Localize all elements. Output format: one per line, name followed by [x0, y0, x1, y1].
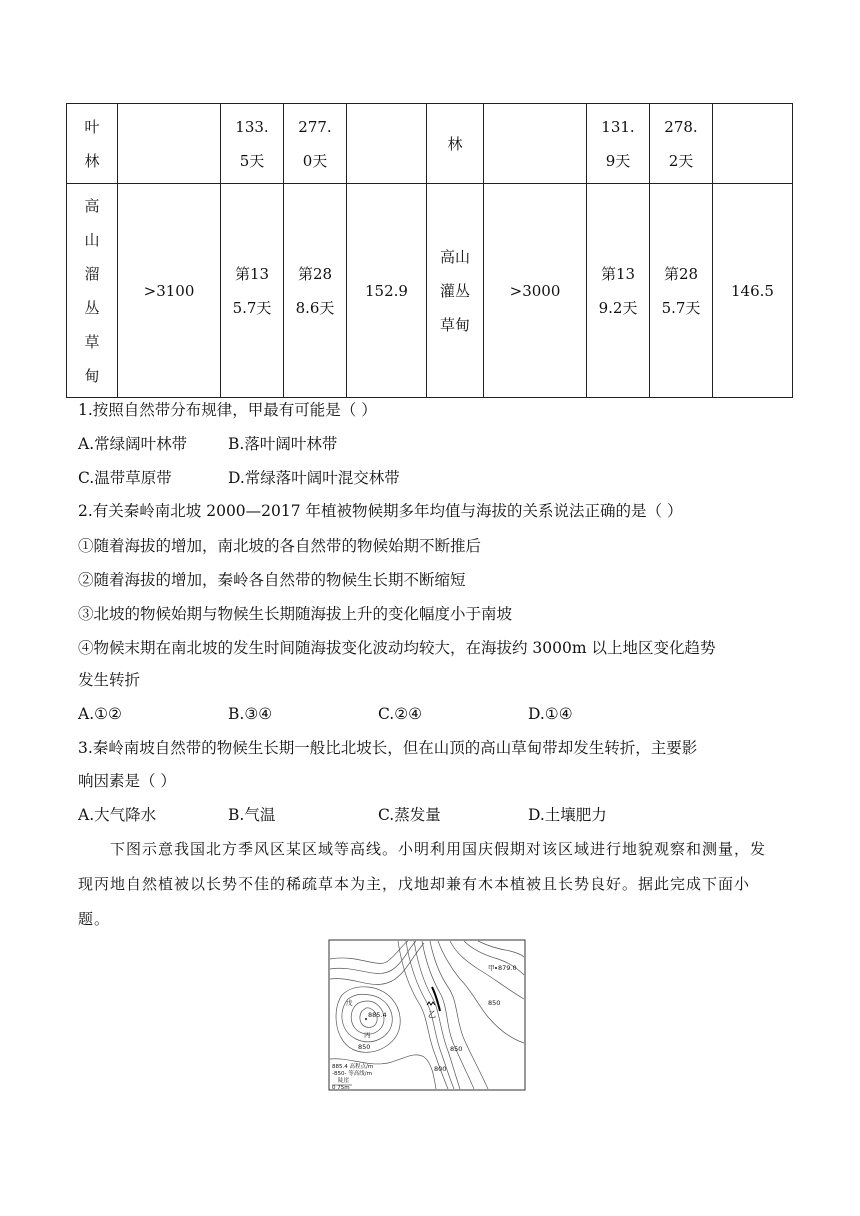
q3-options: [78, 804, 607, 826]
q1-option-d[interactable]: D.常绿落叶阔叶混交林带: [228, 469, 400, 487]
q2-option-a[interactable]: A.①②: [78, 705, 122, 723]
cell-end-left-2: 第288.6天: [284, 184, 347, 398]
cell-length-left-2: 152.9: [347, 184, 427, 398]
cell-zone-left: 叶林: [67, 104, 118, 184]
q3-option-c[interactable]: C.蒸发量: [378, 806, 441, 824]
map-label-bing: 丙: [364, 1031, 371, 1039]
cell-start-right: 131.9天: [587, 104, 650, 184]
map-contour-850-b: 850: [488, 999, 501, 1007]
q3-stem-a: 3.秦岭南坡自然带的物候生长期一般比北坡长，但在山顶的高山草甸带却发生转折，主要影: [78, 739, 698, 757]
cell-length-right: [713, 104, 793, 184]
cell-alt-left-2: >3100: [118, 184, 221, 398]
q3-option-b[interactable]: B.气温: [228, 806, 276, 824]
cell-start-left-2: 第135.7天: [221, 184, 284, 398]
q1-stem: 1.按照自然带分布规律，甲最有可能是（ ）: [78, 401, 377, 419]
map-contour-800: 800: [434, 1065, 447, 1073]
q2-option-c[interactable]: C.②④: [378, 705, 423, 723]
cell-start-left: 133.5天: [221, 104, 284, 184]
map-label-jia: 甲: [488, 964, 495, 972]
cell-zone-right: 林: [427, 104, 484, 184]
cell-length-left: [347, 104, 427, 184]
map-legend-scale: 0 75m: [332, 1085, 350, 1091]
cell-zone-left-2: 高山溜丛草甸: [67, 184, 118, 398]
map-legend-contour: -850- 等高线/m: [332, 1071, 372, 1077]
cell-length-right-2: 146.5: [713, 184, 793, 398]
q2-statement-3: ③北坡的物候始期与物候生长期随海拔上升的变化幅度小于南坡: [78, 605, 513, 623]
cell-zone-right-2: 高山灌丛草甸: [427, 184, 484, 398]
phenology-table: [66, 103, 793, 398]
cell-alt-right: [484, 104, 587, 184]
q1-options-row2: [78, 467, 400, 489]
q3-stem-b: 响因素是（ ）: [78, 772, 176, 790]
cell-alt-right-2: >3000: [484, 184, 587, 398]
q1-option-a[interactable]: A.常绿阔叶林带: [78, 435, 188, 453]
q2-options: [78, 703, 573, 725]
q2-statement-4a: ④物候末期在南北坡的发生时间随海拔变化波动均较大，在海拔约 3000m 以上地区变化趋势: [78, 639, 716, 657]
map-value-879: 879.0: [498, 964, 517, 972]
map-label-wu: 戊: [346, 999, 353, 1007]
q1-options-row1: [78, 433, 337, 455]
q1-option-b[interactable]: B.落叶阔叶林带: [228, 435, 338, 453]
q1-option-c[interactable]: C.温带草原带: [78, 469, 172, 487]
q2-option-b[interactable]: B.③④: [228, 705, 273, 723]
map-label-yi: 乙: [428, 1010, 436, 1019]
cell-end-right: 278.2天: [650, 104, 713, 184]
map-legend-elevation: 885.4 高程点/m: [332, 1064, 374, 1070]
cell-alt-left: [118, 104, 221, 184]
contour-map: [328, 939, 526, 1091]
map-contour-850-a: 850: [358, 1043, 371, 1051]
q3-option-a[interactable]: A.大气降水: [78, 806, 157, 824]
cell-end-left: 277.0天: [284, 104, 347, 184]
cell-end-right-2: 第285.7天: [650, 184, 713, 398]
q2-option-d[interactable]: D.①④: [528, 705, 573, 723]
map-value-885: 885.4: [368, 1011, 387, 1019]
q2-statement-4b: 发生转折: [78, 671, 141, 689]
map-contour-850-c: 850: [450, 1045, 463, 1053]
q2-statement-2: ②随着海拔的增加，秦岭各自然带的物候生长期不断缩短: [78, 571, 466, 589]
intro-paragraph: 下图示意我国北方季风区某区域等高线。小明利用国庆假期对该区域进行地貌观察和测量，发现丙地自然植被以长势不佳的稀疏草本为主，戊地却兼有木本植被且长势良好。据此完成下面小题。: [78, 840, 767, 928]
q3-option-d[interactable]: D.土壤肥力: [528, 806, 607, 824]
q2-statement-1: ①随着海拔的增加，南北坡的各自然带的物候始期不断推后: [78, 537, 482, 555]
cell-start-right-2: 第139.2天: [587, 184, 650, 398]
map-legend-cliff: 陡崖: [338, 1078, 350, 1084]
q2-stem: 2.有关秦岭南北坡 2000—2017 年植被物候期多年均值与海拔的关系说法正确的是（ ）: [78, 502, 683, 520]
